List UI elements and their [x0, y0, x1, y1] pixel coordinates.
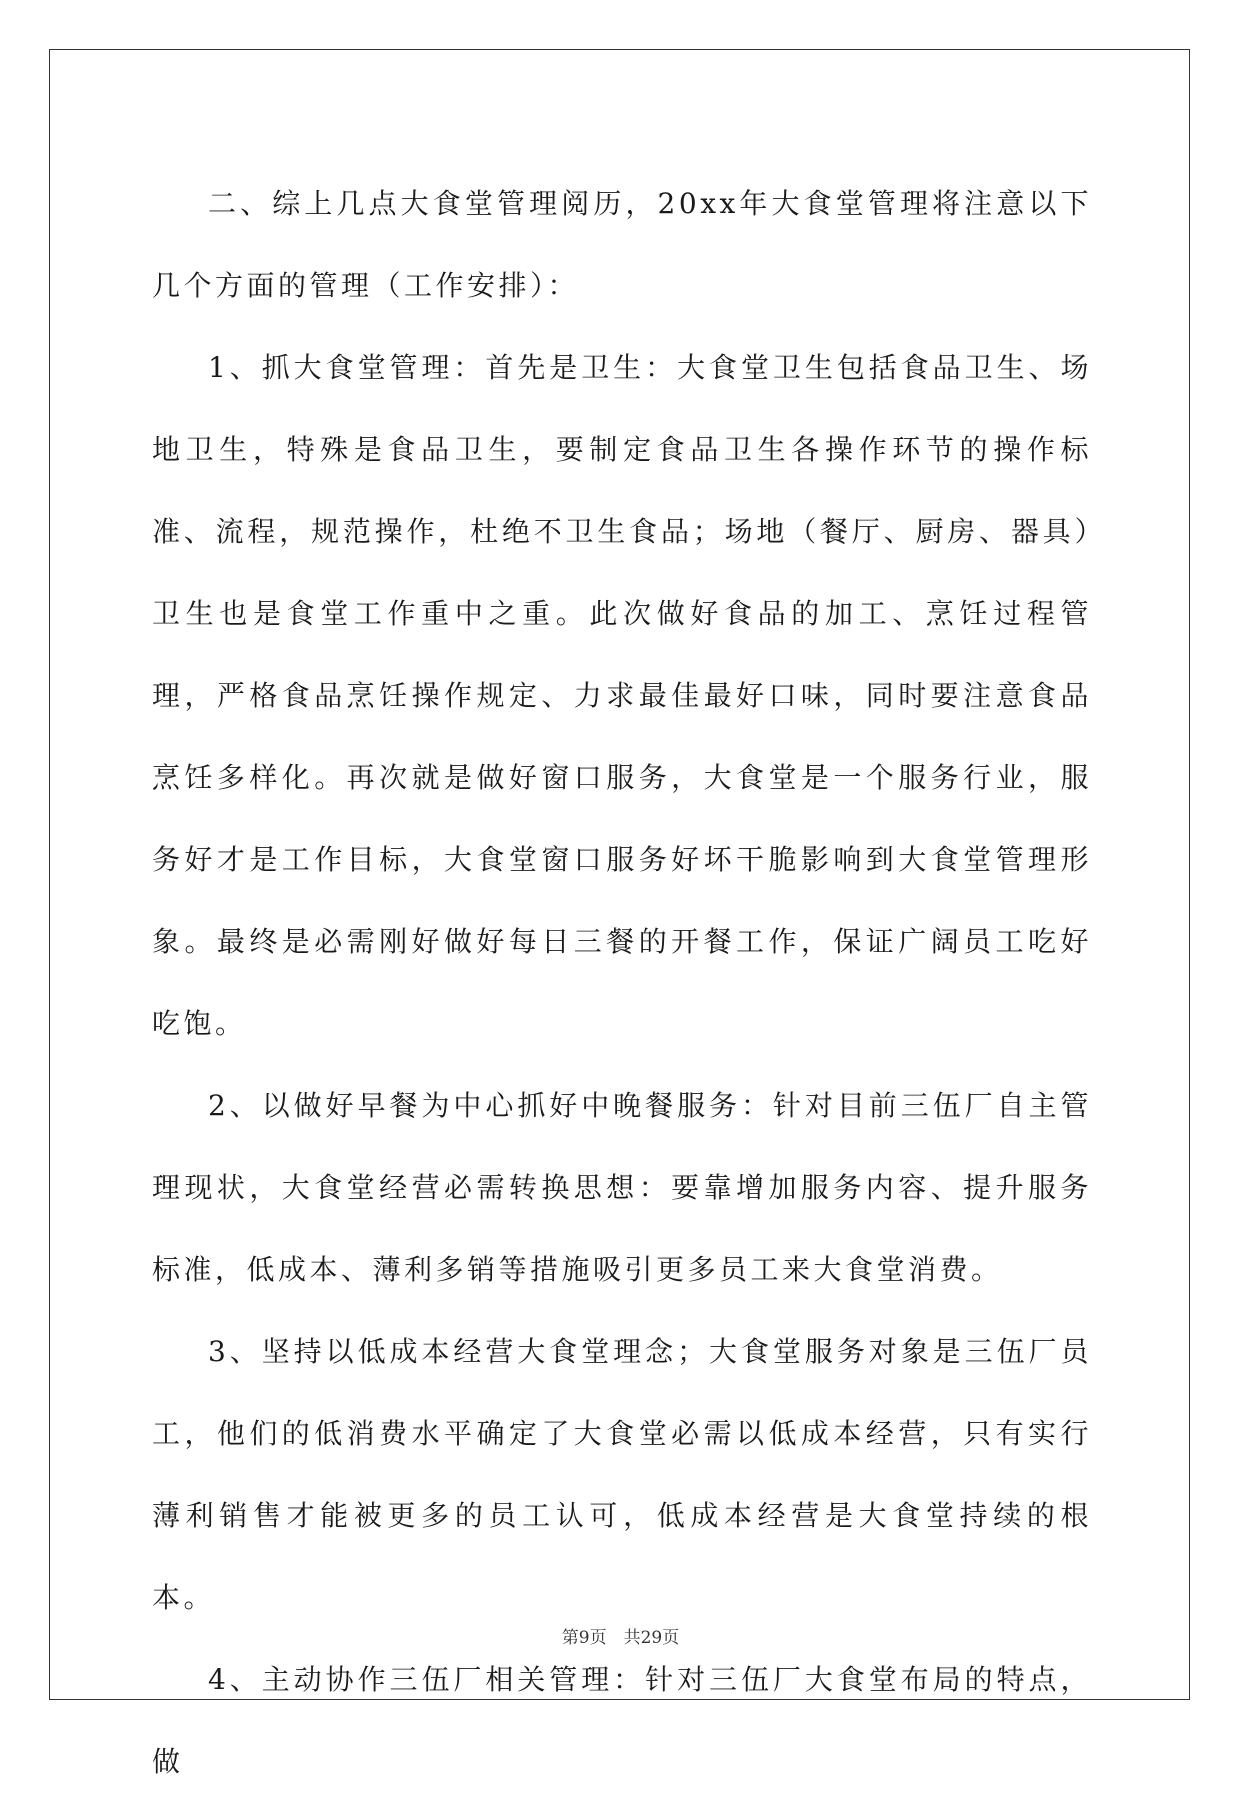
document-body: [152, 163, 1092, 1803]
paragraph-item-3-low-cost: 3、坚持以低成本经营大食堂理念；大食堂服务对象是三伍厂员工，他们的低消费水平确定了大食堂必需以低成本经营，只有实行薄利销售才能被更多的员工认可，低成本经营是大食堂持续的根本。: [152, 1335, 1092, 1614]
paragraph-summary-intro: 二、综上几点大食堂管理阅历，20xx年大食堂管理将注意以下几个方面的管理（工作安排）：: [152, 187, 1092, 302]
paragraph-item-2-breakfast: 2、以做好早餐为中心抓好中晚餐服务：针对目前三伍厂自主管理现状，大食堂经营必需转换思想：要靠增加服务内容、提升服务标准，低成本、薄利多销等措施吸引更多员工来大食堂消费。: [152, 1089, 1092, 1286]
paragraph-item-1-management: 1、抓大食堂管理：首先是卫生：大食堂卫生包括食品卫生、场地卫生，特殊是食品卫生，要制定食品卫生各操作环节的操作标准、流程，规范操作，杜绝不卫生食品；场地（餐厅、厨房、器具）卫生也是食堂工作重中之重。此次做好食品的加工、烹饪过程管理，严格食品烹饪操作规定、力求最佳最好口味，同时要注意食品烹饪多样化。再次就是做好窗口服务，大食堂是一个服务行业，服务好才是工作目标，大食堂窗口服务好坏干脆影响到大食堂管理形象。最终是必需刚好做好每日三餐的开餐工作，保证广阔员工吃好吃饱。: [152, 351, 1092, 1040]
paragraph-item-4-cooperation: 4、主动协作三伍厂相关管理：针对三伍厂大食堂布局的特点，做: [152, 1663, 1092, 1778]
page-number-footer: 第9页 共29页: [561, 1628, 680, 1648]
